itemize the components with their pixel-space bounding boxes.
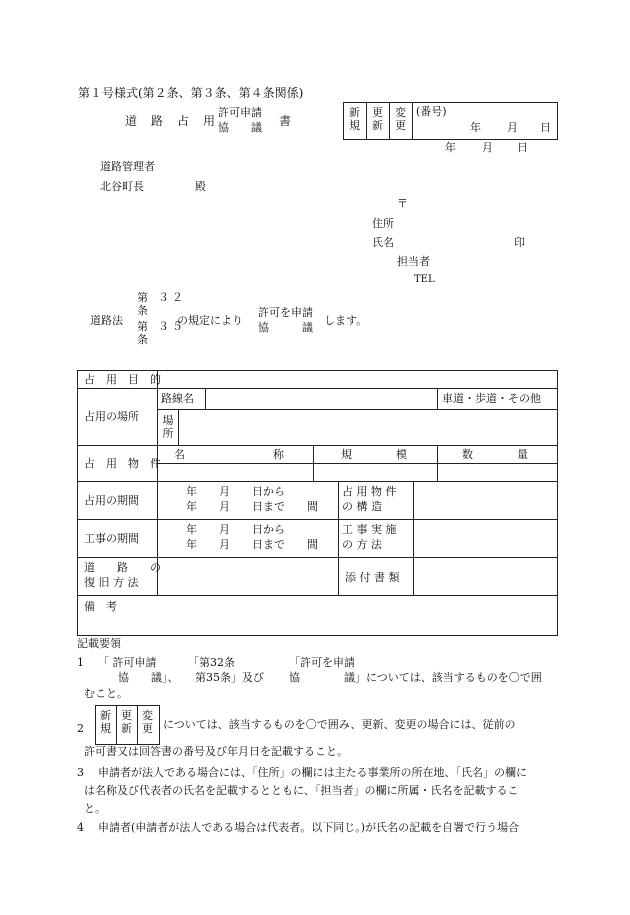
note-1-number: 1: [77, 656, 84, 669]
restore-label-1: 道 路 の: [84, 561, 161, 574]
status-change[interactable]: 変 更: [395, 106, 406, 132]
heading-option-top: 許可申請: [218, 106, 262, 119]
objects-label: 占 用 物 件: [84, 457, 161, 470]
remarks-label: 備 考: [84, 600, 117, 613]
article-a-number: ３２: [158, 291, 186, 304]
note-4-number: 4: [77, 821, 84, 834]
statement-end: します。: [324, 314, 368, 327]
statement-middle: の規定により: [177, 314, 243, 327]
note-2-renew: 更 新: [121, 709, 132, 735]
statement-option-bottom: 協 議: [258, 321, 313, 334]
date-year: 年: [445, 141, 456, 154]
note-2-a: については、該当するものを〇で囲み、更新、変更の場合には、従前の: [163, 718, 516, 731]
method-label-2: の 方 法: [342, 538, 382, 551]
note-3-a: 申請者が法人である場合には、「住所」の欄には主たる事業所の所在地、「氏名」の欄に: [98, 766, 527, 779]
addressee-honorific: 殿: [195, 180, 206, 193]
status-renew[interactable]: 更 新: [372, 106, 383, 132]
structure-label-2: の 構 造: [342, 500, 382, 513]
remarks-field[interactable]: [158, 597, 556, 633]
works-period-label: 工事の期間: [84, 532, 139, 545]
note-2-change: 変 更: [142, 709, 153, 735]
seal-label: 印: [514, 236, 525, 249]
note-2-b: 許可書又は回答書の番号及び年月日を記載すること。: [84, 745, 348, 758]
article-a-jo: 条: [137, 304, 148, 317]
col-name-header: 名 称: [174, 448, 284, 461]
location-field[interactable]: [179, 410, 556, 445]
route-name-field[interactable]: [206, 389, 437, 409]
note-1-d: 協 議」、: [118, 671, 179, 684]
works-from[interactable]: 年 月 日から: [186, 523, 285, 536]
purpose-label: 占 用 目 的: [84, 373, 161, 386]
method-label-1: 工 事 実 施: [342, 523, 397, 536]
col-quantity-header: 数 量: [462, 448, 528, 461]
address-label: 住所: [372, 217, 394, 230]
route-name-label: 路線名: [161, 392, 194, 405]
addressee-title: 道路管理者: [100, 160, 155, 173]
place-label: 占用の場所: [84, 410, 139, 423]
article-b-jo: 条: [137, 333, 148, 346]
note-2-new: 新 規: [100, 709, 111, 735]
works-to[interactable]: 年 月 日まで 間: [186, 538, 318, 551]
heading-prefix: 道 路 占 用: [125, 114, 217, 128]
note-1-f: 協 議」については、該当するものを〇で囲: [289, 671, 542, 684]
notes-title: 記載要領: [77, 637, 121, 650]
location-label: 場 所: [162, 414, 174, 440]
note-3-b: は名称及び代表者の氏名を記載するとともに、「担当者」の欄に所属・氏名を記載するこ: [84, 784, 519, 797]
contact-person-label: 担当者: [397, 255, 430, 268]
attached-docs-label: 添 付 書 類: [345, 571, 400, 584]
postal-mark: 〒: [397, 197, 408, 210]
note-1-e: 第35条」及び: [195, 671, 264, 684]
note-2-number: 2: [77, 722, 84, 735]
article-b-number: ３５: [158, 320, 186, 333]
statement-option-top: 許可を申請: [258, 306, 313, 319]
purpose-field[interactable]: [158, 371, 556, 388]
date-day: 日: [517, 141, 528, 154]
note-1-a: 「 許可申請: [98, 656, 157, 669]
note-1-c: 「許可を申請: [289, 656, 355, 669]
article-b-dai: 第: [137, 320, 148, 333]
addressee-name: 北谷町長: [100, 180, 144, 193]
restore-label-2: 復 旧 方 法: [84, 576, 139, 589]
status-year: 年: [470, 121, 481, 134]
status-new[interactable]: 新 規: [349, 106, 360, 132]
note-3-number: 3: [77, 766, 84, 779]
date-month: 月: [482, 141, 493, 154]
note-4-a: 申請者(申請者が法人である場合は代表者。以下同じ。)が氏名の記載を自署で行う場合: [98, 821, 520, 834]
name-label: 氏名: [372, 236, 394, 249]
period-from[interactable]: 年 月 日から: [186, 485, 285, 498]
period-to[interactable]: 年 月 日まで 間: [186, 500, 318, 513]
road-type-options[interactable]: 車道・歩道・その他: [442, 392, 541, 405]
period-label: 占用の期間: [84, 494, 139, 507]
structure-label-1: 占 用 物 件: [342, 485, 397, 498]
note-1-b: 「第32条: [188, 656, 235, 669]
law-label: 道路法: [90, 314, 123, 327]
form-title: 第１号様式(第２条、第３条、第４条関係): [78, 86, 304, 100]
note-1-g: むこと。: [84, 687, 128, 700]
heading-option-bottom: 協 議: [218, 121, 262, 134]
note-3-c: と。: [84, 802, 106, 815]
col-scale-header: 規 模: [341, 448, 407, 461]
status-month: 月: [507, 121, 518, 134]
tel-label: TEL: [414, 274, 435, 285]
status-day: 日: [540, 121, 551, 134]
heading-suffix: 書: [279, 114, 292, 128]
number-label: (番号): [416, 105, 447, 118]
article-a-dai: 第: [137, 291, 148, 304]
